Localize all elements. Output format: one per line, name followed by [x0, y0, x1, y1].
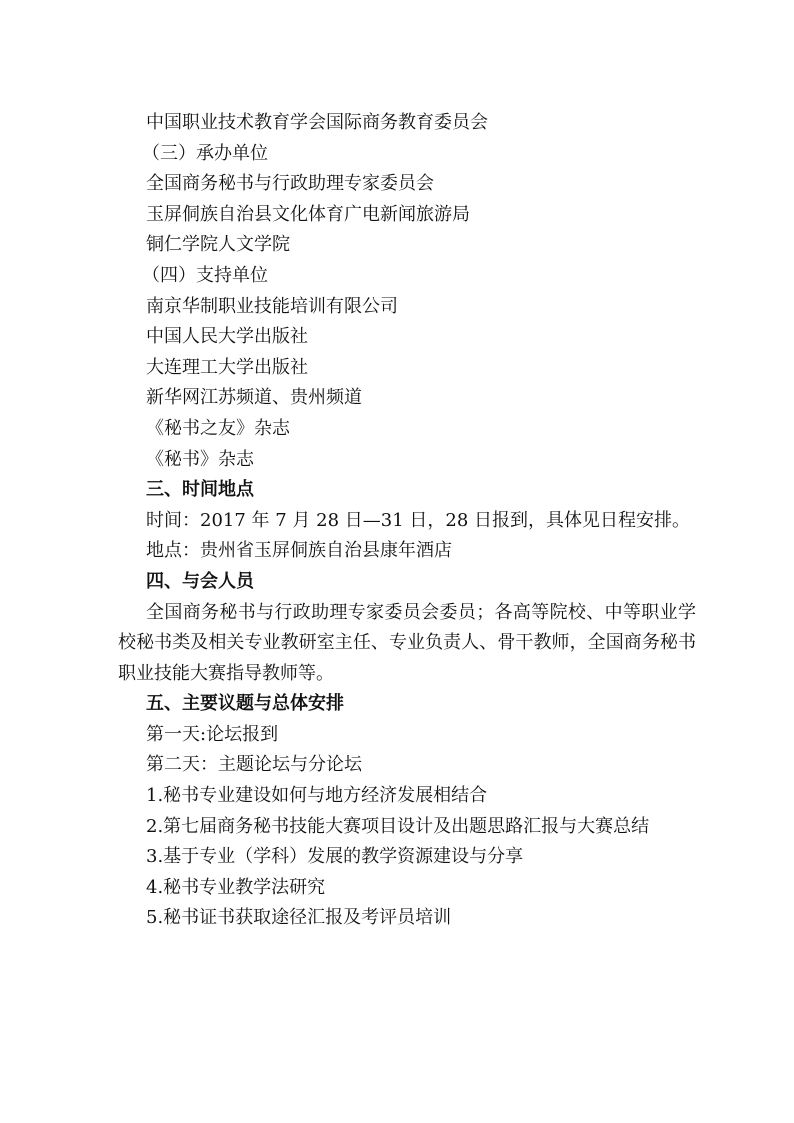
section-heading-time-place: 三、时间地点 [146, 479, 254, 501]
topic-item: 4.秘书专业教学法研究 [146, 876, 326, 898]
topic-item: 3.基于专业（学科）发展的教学资源建设与分享 [146, 846, 524, 868]
attendees-paragraph: 全国商务秘书与行政助理专家委员会委员；各高等院校、中等职业学校秘书类及相关专业教研室主任、专业负责人、骨干教师，全国商务秘书职业技能大赛指导教师等。 [118, 601, 696, 684]
support-heading: （四）支持单位 [142, 264, 268, 286]
topic-item: 5.秘书证书获取途径汇报及考评员培训 [146, 907, 452, 929]
support-item: 中国人民大学出版社 [146, 326, 308, 348]
topic-item: 2.第七届商务秘书技能大赛项目设计及出题思路汇报与大赛总结 [146, 815, 650, 837]
undertaking-item: 铜仁学院人文学院 [146, 234, 290, 256]
section-heading-attendees: 四、与会人员 [146, 570, 254, 592]
agenda-day: 第一天:论坛报到 [146, 723, 279, 745]
time-paragraph: 时间：2017 年 7 月 28 日—31 日，28 日报到，具体见日程安排。 [146, 509, 691, 531]
support-item: 《秘书之友》杂志 [146, 417, 290, 439]
support-item: 大连理工大学出版社 [146, 356, 308, 378]
support-item: 《秘书》杂志 [146, 448, 254, 470]
agenda-day: 第二天：主题论坛与分论坛 [146, 754, 362, 776]
topic-item: 1.秘书专业建设如何与地方经济发展相结合 [146, 785, 488, 807]
undertaking-heading: （三）承办单位 [142, 142, 268, 164]
support-item: 南京华制职业技能培训有限公司 [146, 295, 398, 317]
section-heading-agenda: 五、主要议题与总体安排 [146, 693, 344, 715]
organizer-item: 中国职业技术教育学会国际商务教育委员会 [146, 112, 488, 133]
support-item: 新华网江苏频道、贵州频道 [146, 387, 362, 409]
undertaking-item: 全国商务秘书与行政助理专家委员会 [146, 173, 434, 195]
undertaking-item: 玉屏侗族自治县文化体育广电新闻旅游局 [146, 203, 470, 225]
document-body [118, 108, 696, 934]
place-paragraph: 地点：贵州省玉屏侗族自治县康年酒店 [146, 540, 452, 562]
